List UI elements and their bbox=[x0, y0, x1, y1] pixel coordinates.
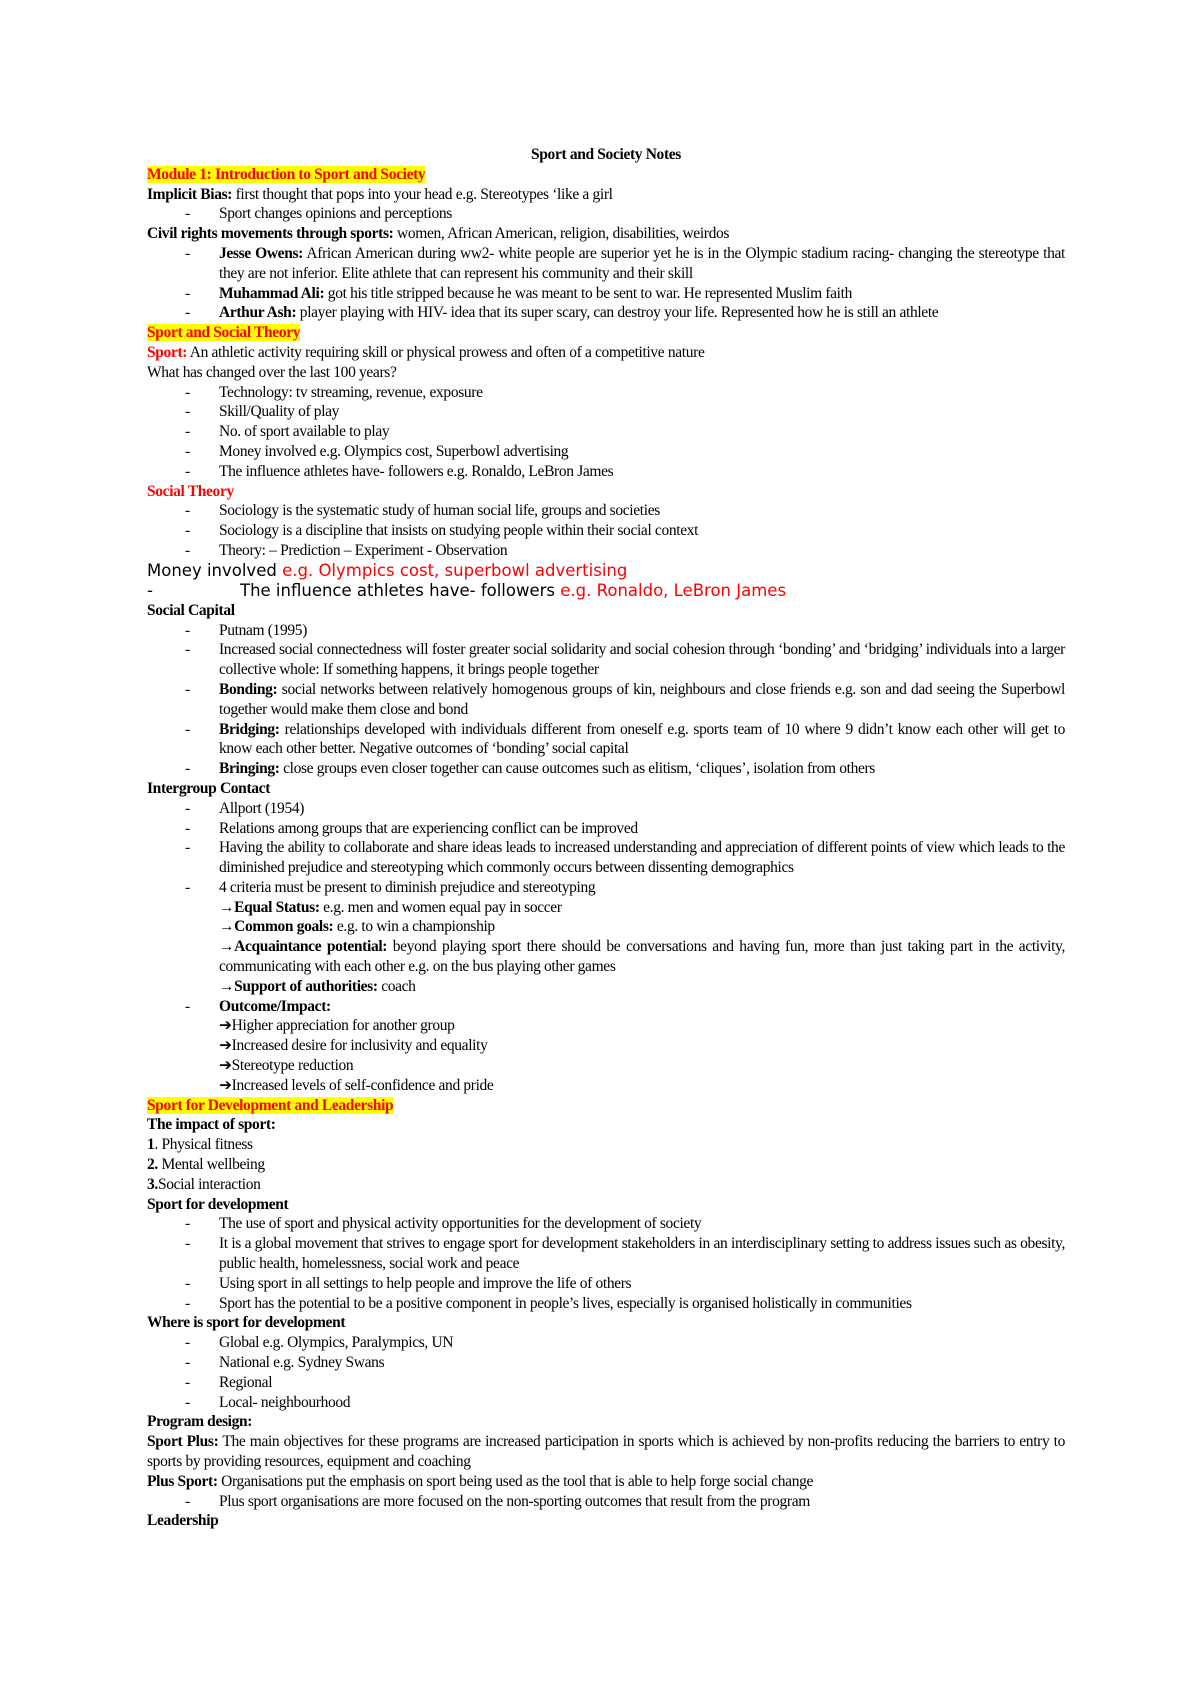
module1-heading: Module 1: Introduction to Sport and Society bbox=[147, 165, 426, 183]
list-item: - Using sport in all settings to help people and improve the life of others bbox=[185, 1274, 632, 1292]
list-item: - Global e.g. Olympics, Paralympics, UN bbox=[185, 1334, 454, 1352]
list-item: - Theory: – Prediction – Experiment - Observation bbox=[185, 541, 508, 559]
outcome-item: ➔Stereotype reduction bbox=[219, 1057, 354, 1075]
pasted-line-money: Money involved e.g. Olympics cost, superbowl advertising bbox=[147, 560, 628, 580]
changed-question: What has changed over the last 100 years? bbox=[147, 363, 397, 381]
arrow-right-icon: → bbox=[219, 977, 235, 995]
list-item-bringing: - Bringing: close groups even closer together can cause outcomes such as elitism, ‘cliques’, isolation from others bbox=[185, 760, 875, 778]
implicit-bias-text: first thought that pops into your head e.g. Stereotypes ‘like a girl bbox=[232, 185, 613, 203]
criteria-equal-status: →Equal Status: e.g. men and women equal pay in soccer bbox=[219, 898, 562, 916]
list-item: - Regional bbox=[185, 1373, 273, 1391]
outcome-item: ➔Higher appreciation for another group bbox=[219, 1017, 455, 1035]
list-item-arthur-ash: - Arthur Ash: player playing with HIV- idea that its super scary, can destroy your life. Represented how he is still an athlete bbox=[185, 304, 939, 322]
bullet-dash: - bbox=[185, 304, 190, 322]
list-item: - Sociology is a discipline that insists on studying people within their social context bbox=[185, 522, 699, 540]
impact-item: 1. Physical fitness bbox=[147, 1136, 253, 1154]
list-item-bonding: - Bonding: social networks between relatively homogenous groups of kin, neighbours and close friends e.g. son and dad seeing the Superbowl together would make them close and bond bbox=[185, 680, 1065, 718]
civil-rights-text: women, African American, religion, disabilities, weirdos bbox=[393, 225, 730, 243]
list-item: - Plus sport organisations are more focused on the non-sporting outcomes that result from the program bbox=[185, 1492, 810, 1510]
where-heading: Where is sport for development bbox=[147, 1314, 346, 1332]
sport-definition: Sport: An athletic activity requiring skill or physical prowess and often of a competitive nature bbox=[147, 343, 705, 361]
list-item: - Local- neighbourhood bbox=[185, 1393, 351, 1411]
arrow-right-icon: ➔ bbox=[219, 1057, 232, 1075]
list-item: - Increased social connectedness will foster greater social solidarity and social cohesion through ‘bonding’ and ‘bridging’ individuals into a larger collective whole: If something happens, it brings people together bbox=[185, 641, 1065, 679]
development-heading: Sport for Development and Leadership bbox=[147, 1096, 394, 1114]
impact-item: 2. Mental wellbeing bbox=[147, 1156, 265, 1174]
impact-item: 3.Social interaction bbox=[147, 1175, 261, 1193]
pasted-line-influence: - The influence athletes have- followers e.g. Ronaldo, LeBron James bbox=[147, 580, 787, 600]
list-item: - It is a global movement that strives to engage sport for development stakeholders in an interdisciplinary setting to address issues such as obesity, public health, homelessness, social work and peace bbox=[185, 1235, 1065, 1273]
civil-rights-line bbox=[147, 224, 1065, 244]
list-item-muhammad-ali: - Muhammad Ali: got his title stripped because he was meant to be sent to war. He represented Muslim faith bbox=[185, 284, 852, 302]
arrow-right-icon: ➔ bbox=[219, 1037, 232, 1055]
document-title: Sport and Society Notes bbox=[531, 146, 681, 163]
bullet-dash: - bbox=[185, 205, 190, 223]
criteria-acquaintance: →Acquaintance potential: beyond playing sport there should be conversations and having fun, more than just taking part in the activity, communicating with each other e.g. on the bus playing other games bbox=[219, 938, 1065, 976]
outcome-item: ➔Increased levels of self-confidence and pride bbox=[219, 1076, 494, 1094]
arrow-right-icon: ➔ bbox=[219, 1017, 232, 1035]
list-item-bridging: - Bridging: relationships developed with individuals different from oneself e.g. sports team of 10 where 9 didn’t know each other will get to know each other better. Negative outcomes of ‘bonding’ social capital bbox=[185, 720, 1065, 758]
list-item: - Allport (1954) bbox=[185, 799, 305, 817]
list-item: - Sport changes opinions and perceptions bbox=[185, 205, 452, 223]
list-item: - Sport has the potential to be a positive component in people’s lives, especially is organised holistically in communities bbox=[185, 1294, 912, 1312]
criteria-support: →Support of authorities: coach bbox=[219, 977, 416, 995]
plus-sport-line: Plus Sport: Organisations put the emphasis on sport being used as the tool that is able to help forge social change bbox=[147, 1472, 814, 1490]
impact-heading: The impact of sport: bbox=[147, 1116, 276, 1134]
list-item: - The influence athletes have- followers e.g. Ronaldo, LeBron James bbox=[185, 462, 614, 480]
list-item-jesse-owens: - Jesse Owens: African American during ww2- white people are superior yet he is in the Olympic stadium racing- changing the stereotype that they are not inferior. Elite athlete that can represent his community and their skill bbox=[185, 244, 1065, 282]
bullet-dash: - bbox=[185, 284, 190, 302]
arrow-right-icon: → bbox=[219, 918, 235, 936]
outcome-item: ➔Increased desire for inclusivity and equality bbox=[219, 1037, 488, 1055]
list-item: - Having the ability to collaborate and share ideas leads to increased understanding and appreciation of different points of view which leads to the diminished prejudice and stereotyping which commonly occurs between dissenting demographics bbox=[185, 839, 1065, 877]
list-item: - Relations among groups that are experiencing conflict can be improved bbox=[185, 819, 638, 837]
intergroup-heading: Intergroup Contact bbox=[147, 779, 271, 797]
implicit-bias-line bbox=[147, 185, 1065, 205]
arrow-right-icon: → bbox=[219, 898, 235, 916]
list-item: - No. of sport available to play bbox=[185, 423, 390, 441]
leadership-heading: Leadership bbox=[147, 1512, 219, 1530]
civil-rights-term: Civil rights movements through sports: bbox=[147, 225, 394, 243]
list-item: - Putnam (1995) bbox=[185, 621, 308, 639]
social-theory-heading: Social Theory bbox=[147, 482, 234, 500]
sport-plus-line: Sport Plus: The main objectives for these programs are increased participation in sports which is achieved by non-profits reducing the barriers to entry to sports by providing resources, equipment and coaching bbox=[147, 1433, 1065, 1470]
list-item: - National e.g. Sydney Swans bbox=[185, 1354, 385, 1372]
list-item-outcome: - Outcome/Impact: bbox=[185, 997, 331, 1015]
bullet-dash: - bbox=[185, 244, 190, 262]
list-item: - Money involved e.g. Olympics cost, Superbowl advertising bbox=[185, 442, 569, 460]
program-heading: Program design: bbox=[147, 1413, 253, 1431]
list-item: - The use of sport and physical activity opportunities for the development of society bbox=[185, 1215, 702, 1233]
implicit-bias-term: Implicit Bias: bbox=[147, 185, 233, 203]
arrow-right-icon: ➔ bbox=[219, 1076, 232, 1094]
social-theory-section-heading: Sport and Social Theory bbox=[147, 324, 301, 342]
criteria-common-goals: →Common goals: e.g. to win a championship bbox=[219, 918, 495, 936]
list-item: - 4 criteria must be present to diminish prejudice and stereotyping bbox=[185, 878, 596, 896]
document-page bbox=[147, 0, 1065, 1531]
list-item: - Sociology is the systematic study of human social life, groups and societies bbox=[185, 502, 660, 520]
list-item: - Skill/Quality of play bbox=[185, 403, 340, 421]
social-capital-heading: Social Capital bbox=[147, 601, 235, 619]
sfd-heading: Sport for development bbox=[147, 1195, 289, 1213]
list-item: - Technology: tv streaming, revenue, exposure bbox=[185, 383, 483, 401]
arrow-right-icon: → bbox=[219, 938, 235, 956]
